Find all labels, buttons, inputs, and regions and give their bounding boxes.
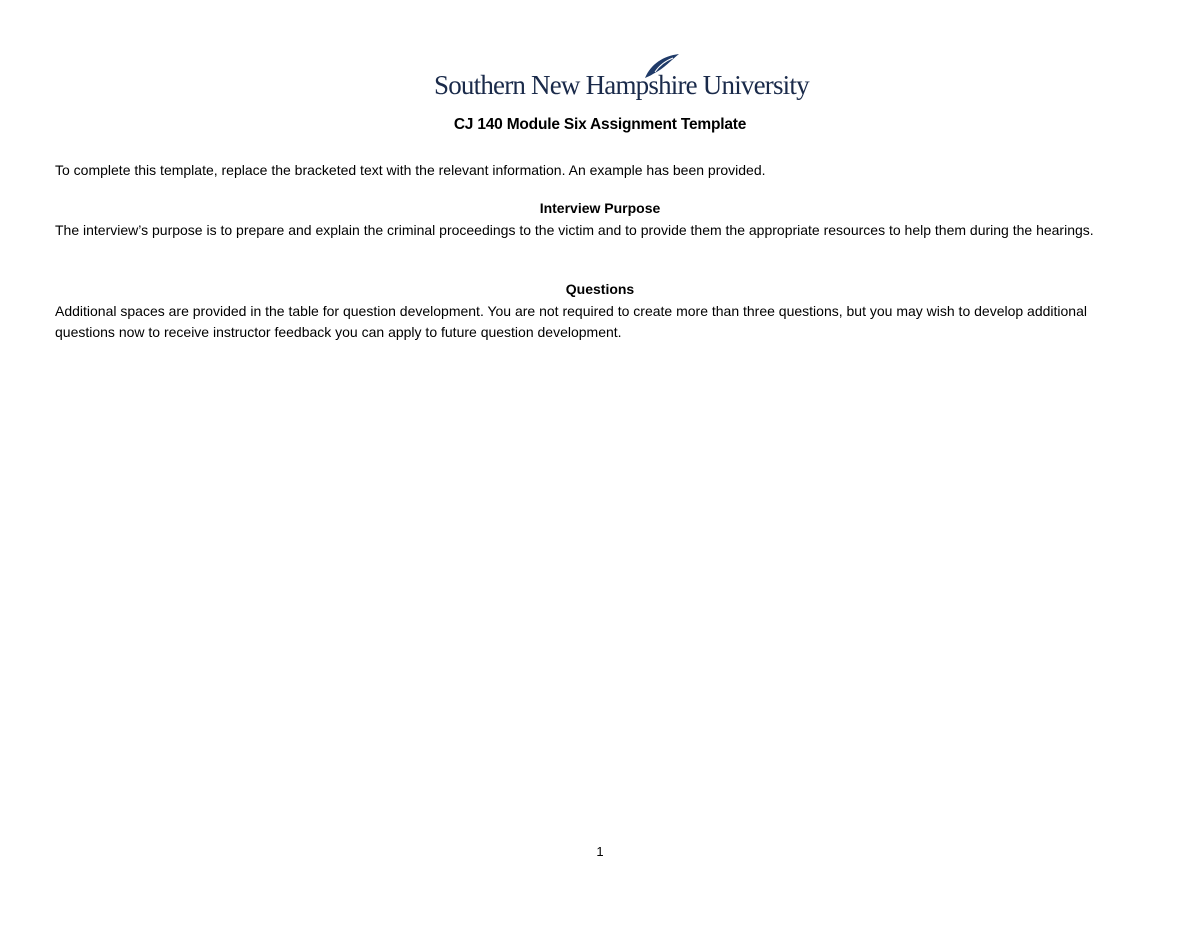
document-title: CJ 140 Module Six Assignment Template <box>453 116 747 133</box>
page-number: 1 <box>596 844 604 859</box>
university-logo <box>434 52 809 104</box>
questions-heading: Questions <box>565 281 635 297</box>
questions-body: Additional spaces are provided in the table for question development. You are not required to create more than three questions, but you may wish to develop additional questions now to receive instructor feedback you can apply to future question development. <box>55 303 1087 340</box>
interview-purpose-body: The interview’s purpose is to prepare and explain the criminal proceedings to the victim and to provide them the appropriate resources to help them during the hearings. <box>55 222 1094 238</box>
interview-purpose-heading: Interview Purpose <box>539 200 661 216</box>
logo-wordmark: Southern New Hampshire University <box>434 70 809 100</box>
intro-paragraph: To complete this template, replace the bracketed text with the relevant information. An example has been provided. <box>55 162 766 178</box>
